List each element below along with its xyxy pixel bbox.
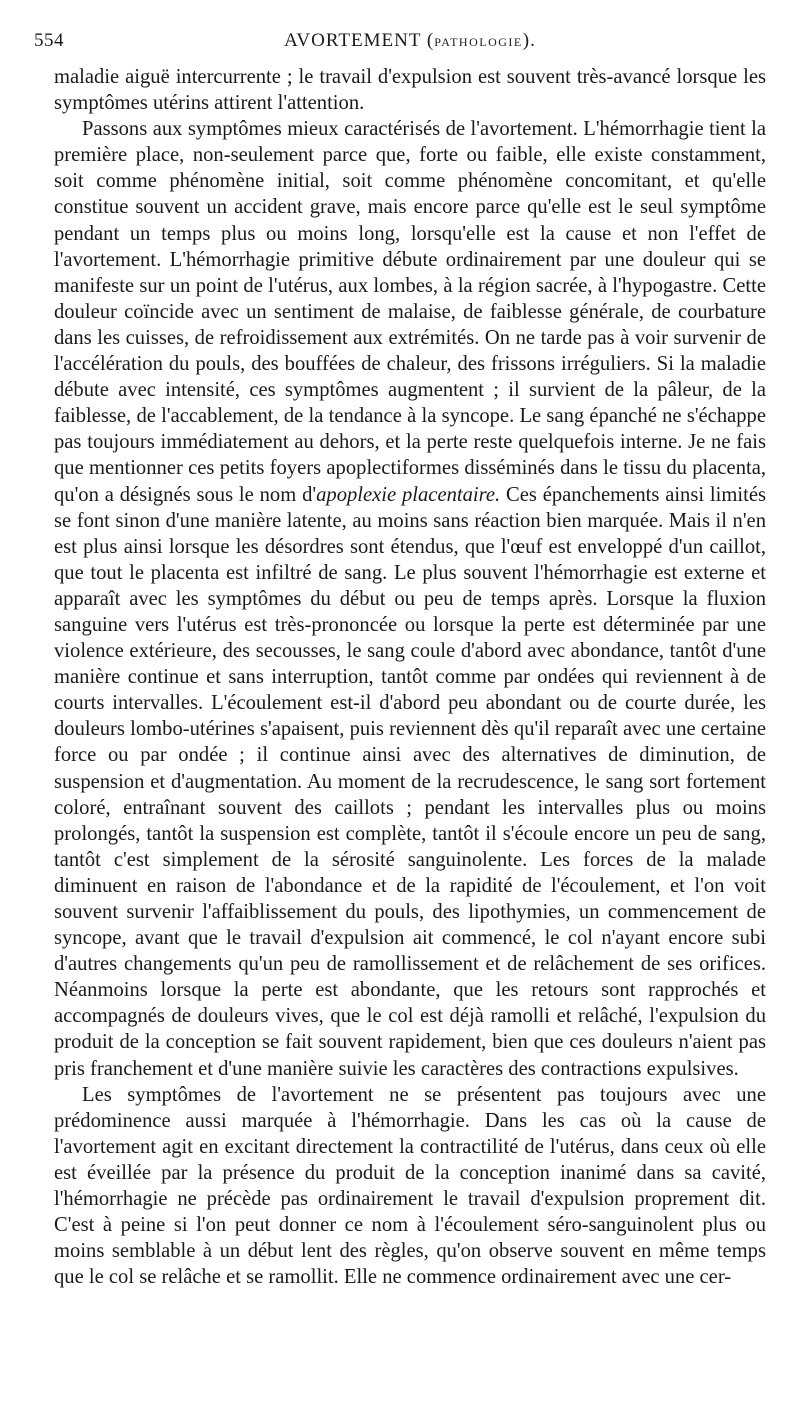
paragraph-text: Ces épanchements ainsi limités se font sinon d'une manière latente, au moins sans réaction bien marquée. Mais il n'en est plus ainsi lorsque les désordres sont étendus, que l'œuf est enveloppé d'un caillot, que tout le placenta est infiltré de sang. Le plus souvent l'hémorrhagie est externe et apparaît avec les symptômes du début ou peu de temps après. Lorsque la fluxion sanguine vers l'utérus est très-prononcée ou lorsque la perte est déterminée par une violence extérieure, des secousses, le sang coule d'abord avec abondance, tantôt d'une manière continue et sans interruption, tantôt comme par ondées qui reviennent à de courts intervalles. L'écoulement est-il d'abord peu abondant ou de courte durée, les douleurs lombo-utérines s'apaisent, puis reviennent dès qu'il reparaît avec une certaine force ou par ondée ; il continue ainsi avec des alternatives de diminution, de suspension et d'augmentation. Au moment de la recrudescence, le sang sort fortement coloré, entraînant souvent des caillots ; pendant les intervalles plus ou moins prolongés, tantôt la suspension est complète, tantôt il s'écoule encore un peu de sang, tantôt c'est simplement de la sérosité sanguinolente. Les forces de la malade diminuent en raison de l'abondance et de la rapidité de l'écoulement, et l'on voit souvent survenir l'affaiblissement du pouls, des lipothymies, un commencement de syncope, avant que le travail d'expulsion ait commencé, le col n'ayant encore subi d'autres changements qu'un peu de ramollissement et de relâchement de ses orifices. Néanmoins lorsque la perte est abondante, que les retours sont rapprochés et accompagnés de douleurs vives, que le col est déjà ramolli et relâché, l'expulsion du produit de la conception se fait souvent rapidement, bien que ces douleurs n'aient pas pris franchement et d'une manière suivie les caractères des contractions expulsives. <box>54 483 766 1080</box>
page-header <box>34 26 766 56</box>
paragraph-2 <box>54 116 766 1081</box>
running-title-main: AVORTEMENT <box>284 30 422 51</box>
body-text <box>54 64 766 1290</box>
running-title <box>54 30 766 52</box>
italic-term: apoplexie placentaire. <box>316 483 501 506</box>
page-number: 554 <box>34 30 64 51</box>
running-title-subtitle: PATHOLOGIE <box>434 35 523 49</box>
paragraph-text: Passons aux symptômes mieux caractérisés de l'avortement. L'hémorrhagie tient la première place, non-seulement parce que, forte ou faible, elle existe constamment, soit comme phénomène initial, soit comme phénomène concomitant, et qu'elle constitue souvent un accident grave, mais encore parce qu'elle est le seul symptôme pendant un temps plus ou moins long, lorsqu'elle est la cause et non l'effet de l'avortement. L'hémorrhagie primitive débute ordinairement par une douleur qui se manifeste sur un point de l'utérus, aux lombes, à la région sacrée, à l'hypogastre. Cette douleur coïncide avec un sentiment de malaise, de faiblesse générale, de courbature dans les cuisses, de refroidissement aux extrémités. On ne tarde pas à voir survenir de l'accélération du pouls, des bouffées de chaleur, des frissons irréguliers. Si la maladie débute avec intensité, ces symptômes augmentent ; il survient de la pâleur, de la faiblesse, de l'accablement, de la tendance à la syncope. Le sang épanché ne s'échappe pas toujours immédiatement au dehors, et la perte reste quelquefois interne. Je ne fais que mentionner ces petits foyers apoplectiformes disséminés dans le tissu du placenta, qu'on a désignés sous le nom d' <box>54 118 766 506</box>
document-page <box>34 26 766 1290</box>
running-title-open: ( <box>426 30 435 51</box>
running-title-close: ). <box>522 30 536 51</box>
paragraph-1 <box>54 64 766 116</box>
paragraph-text: maladie aiguë intercurrente ; le travail d'expulsion est souvent très-avancé lorsque les symptômes utérins attirent l'attention. <box>54 66 766 115</box>
paragraph-3 <box>54 1082 766 1291</box>
paragraph-text: Les symptômes de l'avortement ne se présentent pas toujours avec une prédominence aussi marquée à l'hémorrhagie. Dans les cas où la cause de l'avortement agit en excitant directement la contractilité de l'utérus, dans ceux où elle est éveillée par la présence du produit de la conception inanimé dans sa cavité, l'hémorrhagie ne précède pas ordinairement le travail d'expulsion proprement dit. C'est à peine si l'on peut donner ce nom à l'écoulement séro-sanguinolent plus ou moins semblable à un début lent des règles, qu'on observe souvent en même temps que le col se relâche et se ramollit. Elle ne commence ordinairement avec une cer- <box>54 1083 766 1289</box>
